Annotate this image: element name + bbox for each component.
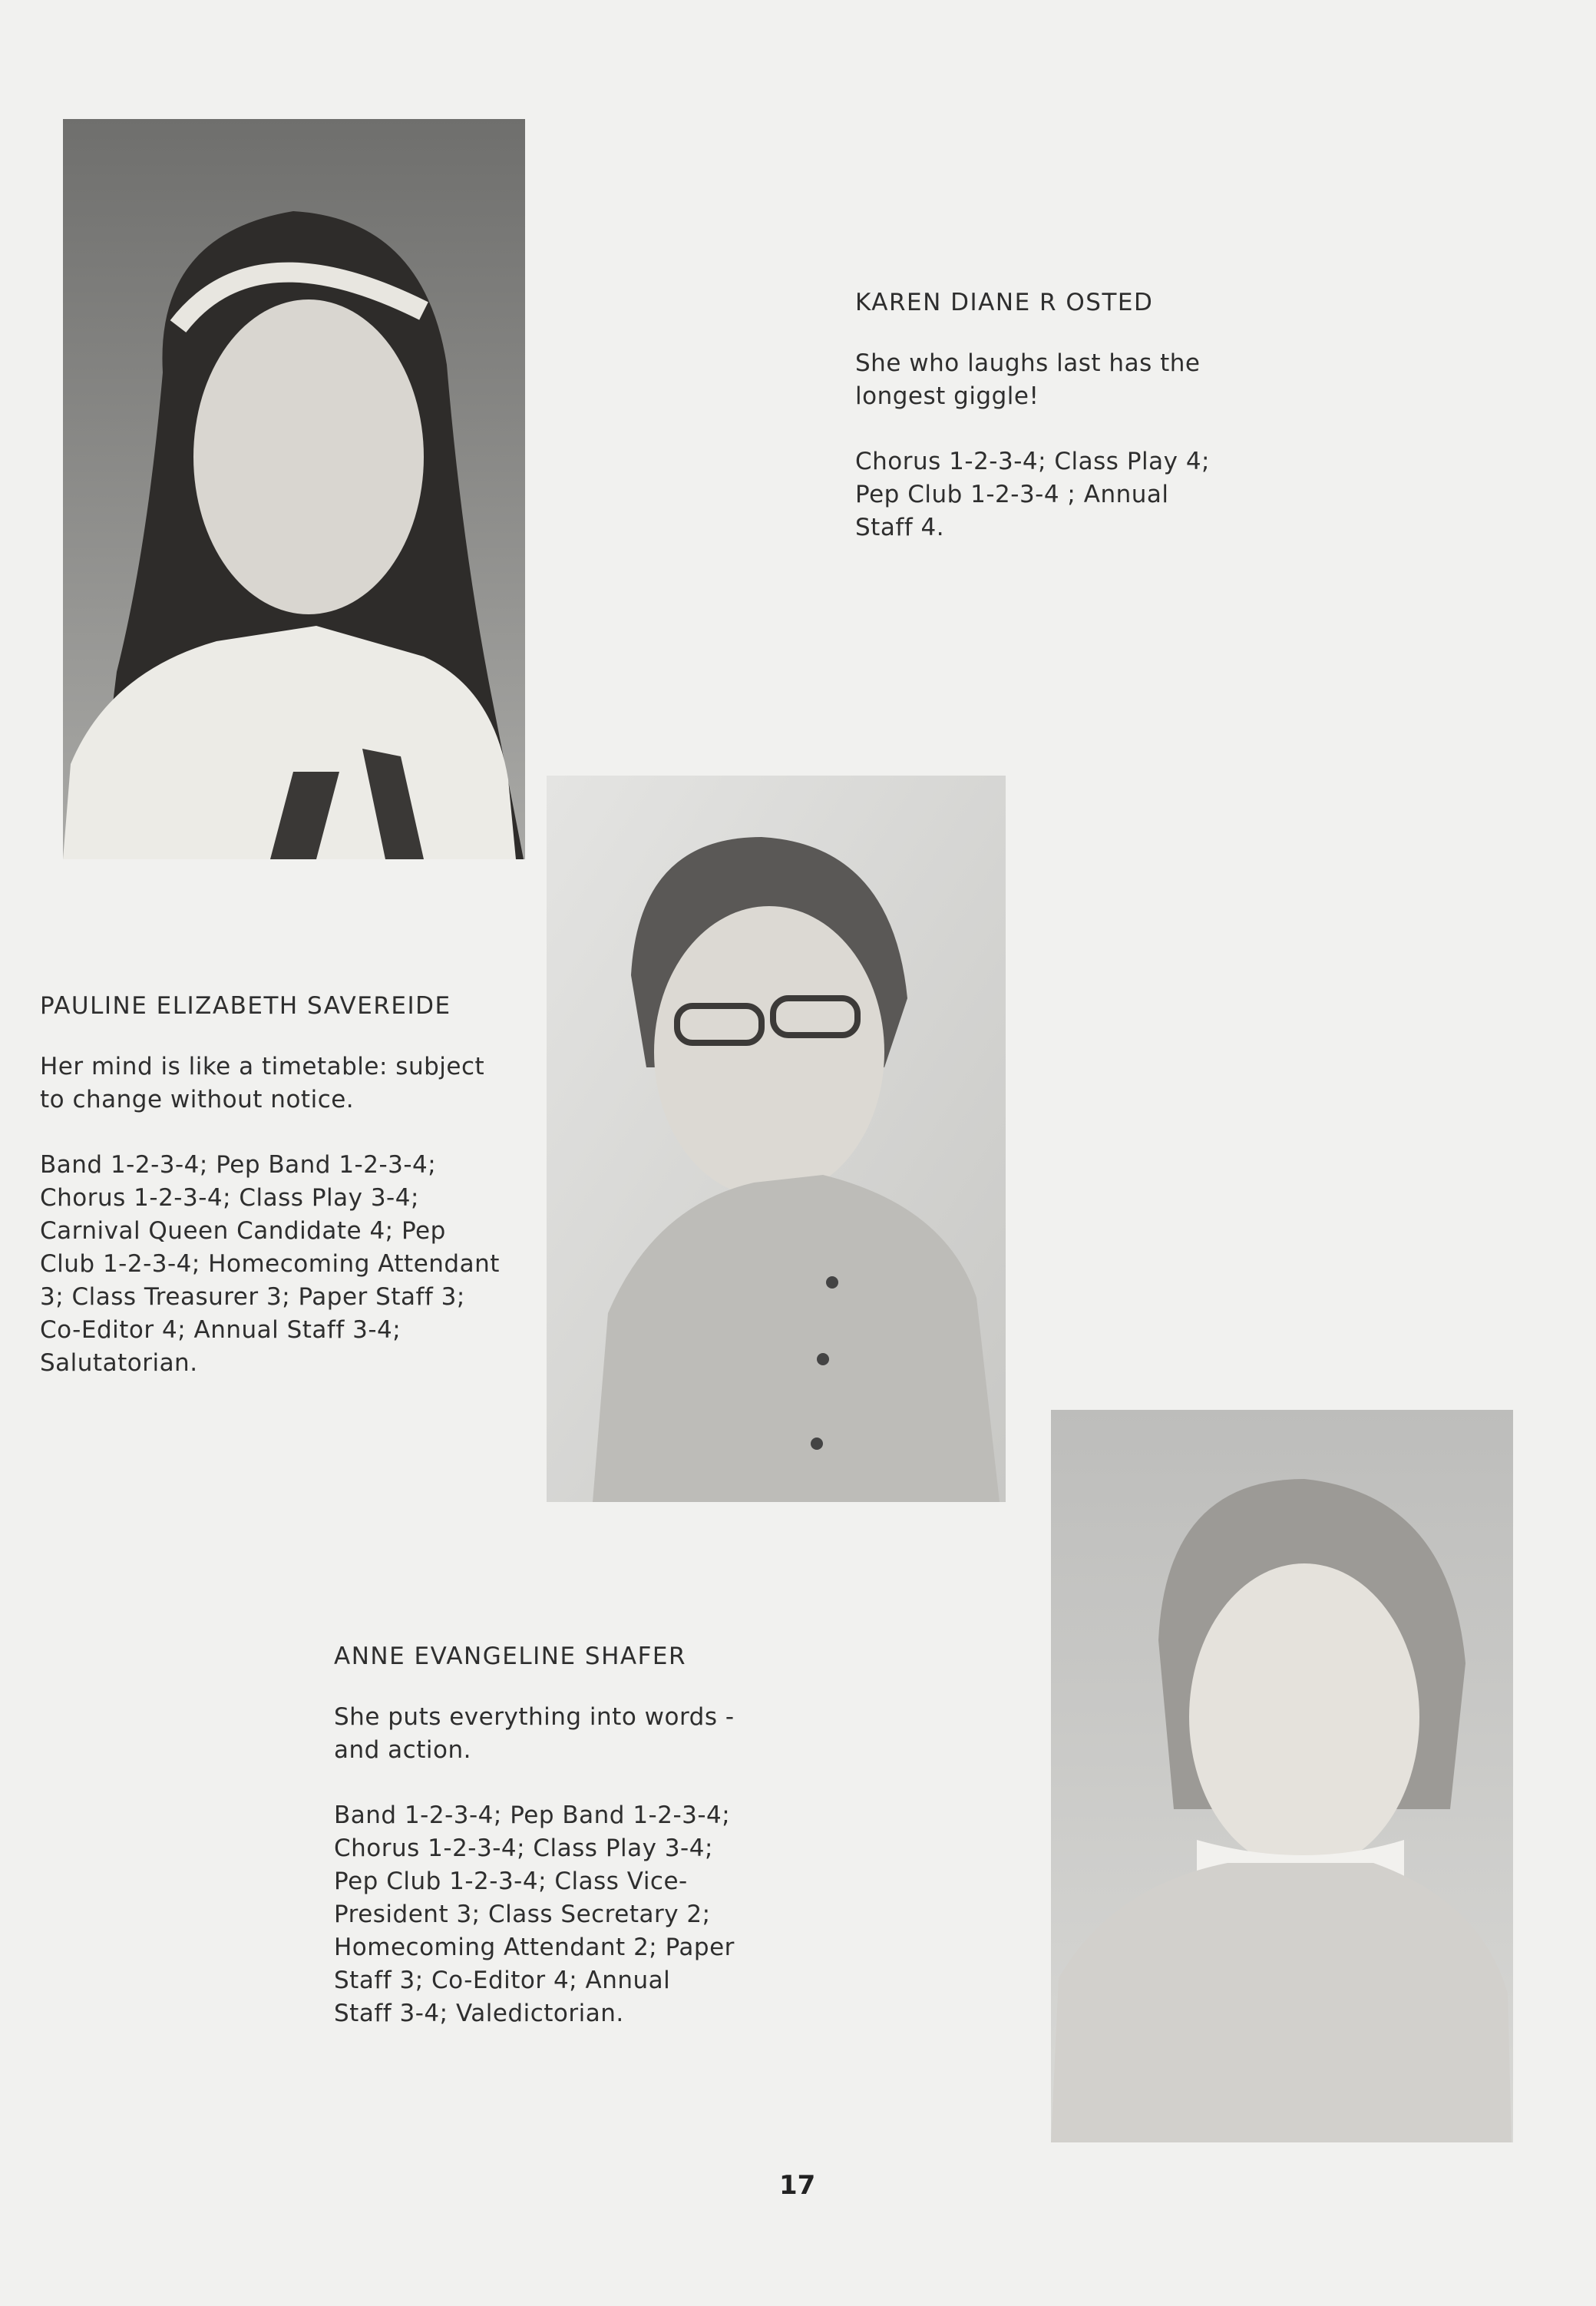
student-entry-karen	[855, 289, 1331, 544]
student-quote: She who laughs last has the longest giggle!	[855, 349, 1201, 410]
student-name: PAULINE ELIZABETH SAVEREIDE	[40, 992, 451, 1020]
student-activities: Band 1-2-3-4; Pep Band 1-2-3-4; Chorus 1-2-3-4; Class Play 3-4; Pep Club 1-2-3-4; Class Vice- President 3; Class Secretary 2; Homecoming Attendant 2; Paper Staff 3; Co-Editor 4; Annual Staff 3-4; Valedictorian.	[334, 1801, 735, 2027]
student-photo-karen	[63, 119, 525, 859]
student-name: KAREN DIANE R OSTED	[855, 289, 1154, 316]
portrait-photo-icon	[1051, 1410, 1513, 2142]
student-activities: Band 1-2-3-4; Pep Band 1-2-3-4; Chorus 1-2-3-4; Class Play 3-4; Carnival Queen Candidate 4; Pep Club 1-2-3-4; Homecoming Attendant 3; Class Treasurer 3; Paper Staff 3; Co-Editor 4; Annual Staff 3-4; Salutatorian.	[40, 1151, 500, 1377]
student-quote: Her mind is like a timetable: subject to change without notice.	[40, 1053, 485, 1113]
portrait-photo-icon	[547, 776, 1006, 1502]
student-entry-pauline	[40, 992, 539, 1380]
student-activities: Chorus 1-2-3-4; Class Play 4; Pep Club 1-2-3-4 ; Annual Staff 4.	[855, 448, 1210, 541]
student-photo-anne	[1051, 1410, 1513, 2142]
portrait-photo-icon	[63, 119, 525, 859]
page-number: 17	[779, 2170, 816, 2201]
student-name: ANNE EVANGELINE SHAFER	[334, 1643, 687, 1670]
student-entry-anne	[334, 1643, 825, 2030]
student-photo-pauline	[547, 776, 1006, 1502]
student-quote: She puts everything into words - and action.	[334, 1703, 735, 1764]
